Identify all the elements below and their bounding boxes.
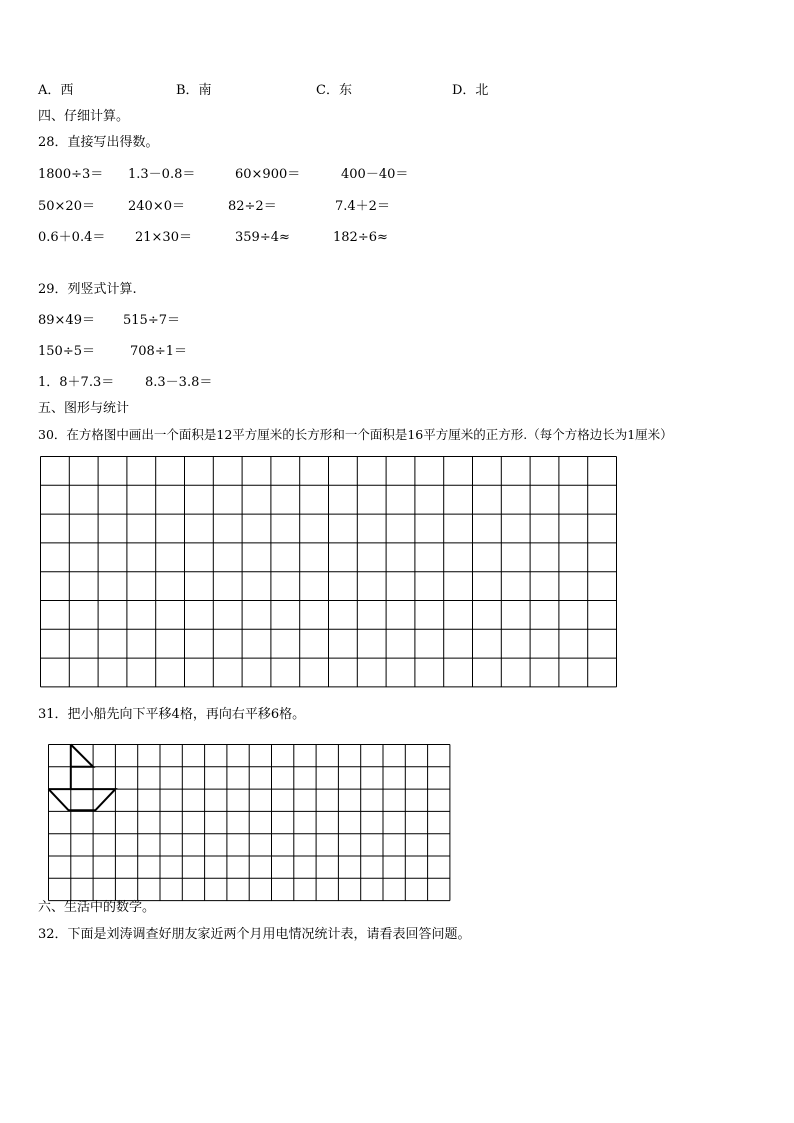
q28-item-2-1: 50×20＝ — [38, 199, 95, 214]
q31-square-grid[interactable] — [49, 745, 450, 901]
q28-item-3-2: 21×30＝ — [135, 230, 192, 245]
q28-item-1-3: 60×900＝ — [235, 167, 301, 182]
boat-hull — [49, 789, 116, 810]
q28-item-2-4: 7.4＋2＝ — [335, 199, 390, 214]
q29-item-1-2: 515÷7＝ — [123, 313, 180, 328]
q29-item-3-2: 8.3－3.8＝ — [145, 375, 213, 390]
q28-item-2-2: 240×0＝ — [128, 199, 185, 214]
q28-item-3-3: 359÷4≈ — [235, 230, 290, 245]
question-32-title: 32．下面是刘涛调查好朋友家近两个月用电情况统计表，请看表回答问题。 — [38, 927, 471, 942]
q30-square-grid[interactable] — [41, 457, 617, 687]
question-29-title: 29．列竖式计算. — [38, 282, 137, 297]
q29-item-2-1: 150÷5＝ — [38, 344, 95, 359]
question-31-title: 31．把小船先向下平移4格，再向右平移6格。 — [38, 707, 306, 722]
option-c: C．东 — [316, 83, 352, 98]
q28-item-3-4: 182÷6≈ — [333, 230, 388, 245]
option-a: A．西 — [38, 83, 74, 98]
boat-sail — [71, 745, 93, 767]
q29-item-1-1: 89×49＝ — [38, 313, 95, 328]
q28-item-1-2: 1.3－0.8＝ — [128, 167, 196, 182]
q28-item-1-4: 400－40＝ — [341, 167, 409, 182]
boat-figure — [49, 745, 116, 811]
q29-item-3-1: 1．8＋7.3＝ — [38, 375, 115, 390]
section-4-heading: 四、仔细计算。 — [38, 109, 130, 124]
q28-item-3-1: 0.6＋0.4＝ — [38, 230, 106, 245]
section-5-heading: 五、图形与统计 — [38, 401, 130, 416]
question-28-title: 28．直接写出得数。 — [38, 135, 159, 150]
option-b: B．南 — [176, 83, 212, 98]
q28-item-2-3: 82÷2＝ — [228, 199, 277, 214]
q28-item-1-1: 1800÷3＝ — [38, 167, 104, 182]
question-30-title: 30．在方格图中画出一个面积是12平方厘米的长方形和一个面积是16平方厘米的正方形.（每个方格边长为1厘米） — [38, 427, 673, 442]
q29-item-2-2: 708÷1＝ — [130, 344, 187, 359]
section-6-heading: 六、生活中的数学。 — [38, 900, 156, 915]
option-d: D．北 — [452, 83, 489, 98]
